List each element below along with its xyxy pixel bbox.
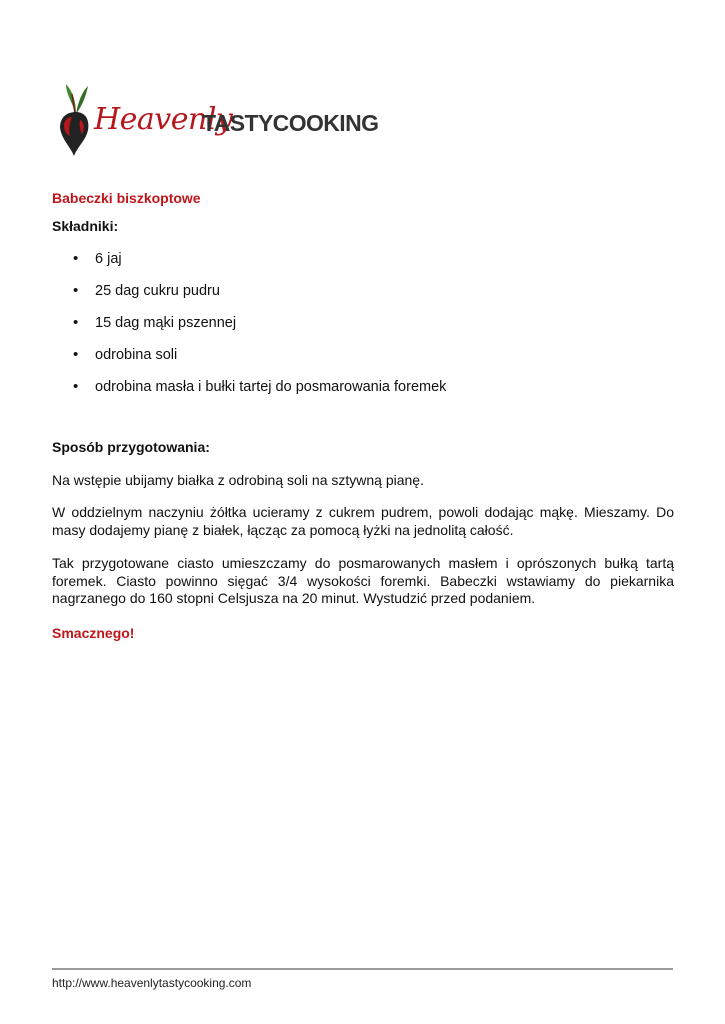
step-paragraph: W oddzielnym naczyniu żółtka ucieramy z cukrem pudrem, powoli dodając mąkę. Mieszamy. Do masy dodajemy pianę z białek, łącząc za pomocą łyżki na jednolitą całość.	[52, 504, 674, 538]
logo-script-text: Heavenly	[94, 102, 233, 137]
list-item: • 6 jaj	[52, 249, 446, 281]
ingredients-list	[52, 249, 446, 409]
list-item: • odrobina soli	[52, 345, 446, 377]
method-heading: Sposób przygotowania:	[52, 439, 210, 455]
step-paragraph: Tak przygotowane ciasto umieszczamy do posmarowanych masłem i oprószonych bułką tartą foremek. Ciasto powinno sięgać 3/4 wysokości foremki. Babeczki wstawiamy do piekarnika nagrzanego do 160 stopni Celsjusza na 20 minut. Wystudzić przed podaniem.	[52, 555, 674, 606]
footer-url-link[interactable]: http://www.heavenlytastycooking.com	[52, 976, 252, 990]
recipe-title: Babeczki biszkoptowe	[52, 190, 201, 206]
site-logo	[54, 80, 414, 158]
list-item: • 15 dag mąki pszennej	[52, 313, 446, 345]
closing-text: Smacznego!	[52, 625, 135, 641]
list-item: • odrobina masła i bułki tartej do posmarowania foremek	[52, 377, 446, 409]
step-paragraph: Na wstępie ubijamy białka z odrobiną soli na sztywną pianę.	[52, 472, 424, 488]
beetroot-logo-icon	[54, 80, 98, 158]
list-item: • 25 dag cukru pudru	[52, 281, 446, 313]
logo-brand-text: TASTYCOOKING	[202, 110, 379, 136]
ingredients-heading: Składniki:	[52, 218, 119, 234]
footer-divider	[52, 968, 673, 970]
